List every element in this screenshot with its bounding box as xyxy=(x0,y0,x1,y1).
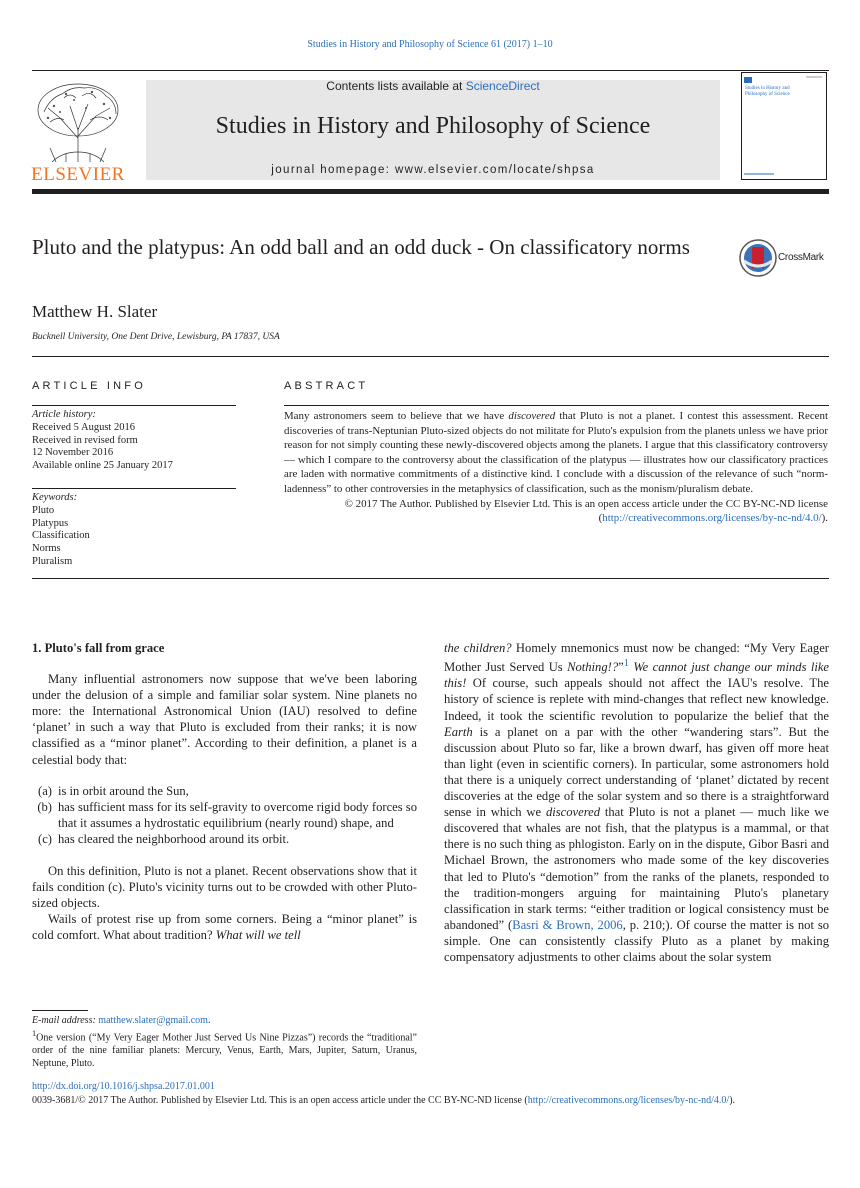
running-head[interactable]: Studies in History and Philosophy of Science 61 (2017) 1–10 xyxy=(307,39,553,50)
footer-license-link[interactable]: http://creativecommons.org/licenses/by-nc-nd/4.0/ xyxy=(527,1095,730,1106)
author-email-link[interactable]: matthew.slater@gmail.com xyxy=(98,1015,208,1026)
history-item: Received 5 August 2016 xyxy=(32,421,135,433)
footnote-1: $^1$One version (“My Very Eager Mother Just Served Us Nine Pizzas”) records the “traditional” order of the nine familiar planets: Mercury, Venus, Earth, Mars, Jupiter, Saturn, Uranus, Neptune, Pluto. xyxy=(32,1029,417,1070)
title-bottom-rule xyxy=(32,356,829,357)
right-column xyxy=(444,640,829,965)
history-item: 12 November 2016 xyxy=(32,447,114,459)
keyword: Classification xyxy=(32,530,90,542)
definition-list xyxy=(32,783,417,847)
abstract-copyright: © 2017 The Author. Published by Elsevier Ltd. This is an open access article under the CC BY-NC-ND license (http://creativecommons.org/licenses/by-nc-nd/4.0/). xyxy=(344,497,828,525)
history-item: Received in revised form xyxy=(32,434,138,446)
keyword: Pluralism xyxy=(32,555,73,567)
journal-homepage[interactable]: journal homepage: www.elsevier.com/locate/shpsa xyxy=(271,164,595,176)
journal-title: Studies in History and Philosophy of Science xyxy=(215,113,651,139)
doi-link[interactable]: http://dx.doi.org/10.1016/j.shpsa.2017.01.001 xyxy=(32,1081,215,1092)
footnote-rule xyxy=(32,1010,88,1011)
footnotes xyxy=(32,1014,417,1070)
contents-line: Contents lists available at ScienceDirect xyxy=(326,79,540,93)
cover-journal-title: Studies in History and Philosophy of Science xyxy=(745,86,790,97)
paragraph: On this definition, Pluto is not a planet. Recent observations show that it fails condition (c). Pluto's vicinity turns out to be crowded with other Pluto-sized objects. xyxy=(32,864,417,911)
abstract-license-link[interactable]: http://creativecommons.org/licenses/by-nc-nd/4.0/ xyxy=(602,512,822,525)
left-column xyxy=(32,640,417,944)
header-top-rule xyxy=(32,70,829,71)
list-item: (a) is in orbit around the Sun, xyxy=(38,783,189,798)
history-item: Available online 25 January 2017 xyxy=(32,460,173,472)
article-history xyxy=(32,409,236,473)
header-thick-rule xyxy=(32,189,829,194)
abstract-heading: ABSTRACT xyxy=(284,380,369,392)
abstract-rule xyxy=(284,405,829,406)
article-info-rule xyxy=(32,405,236,406)
author-affiliation: Bucknell University, One Dent Drive, Lewisburg, PA 17837, USA xyxy=(32,332,280,342)
list-item: (b) has sufficient mass for its self-gravity to overcome rigid body forces so that it assumes a hydrostatic equilibrium (nearly round) shape, and xyxy=(37,799,417,830)
abstract-bottom-rule xyxy=(32,578,829,579)
section-heading: 1. Pluto's fall from grace xyxy=(32,641,165,655)
citation-link[interactable]: Basri & Brown, 2006 xyxy=(512,917,623,932)
crossmark-label[interactable]: CrossMark xyxy=(778,252,824,263)
footer-license: 0039-3681/© 2017 The Author. Published by Elsevier Ltd. This is an open access article under the CC BY-NC-ND license (http://creativecommons.org/licenses/by-nc-nd/4.0/). xyxy=(32,1095,736,1106)
history-label: Article history: xyxy=(32,409,96,420)
email-footnote: E-mail address: matthew.slater@gmail.com. xyxy=(32,1015,211,1026)
paragraph: the children? Homely mnemonics must now be changed: “My Very Eager Mother Just Served Us Nothing!?”$^1$ We cannot just change our minds like this! Of course, such appeals should not affect the IAU's resolve. The history of science is replete with mind-changes that reflect new knowledge. Indeed, it took the scientific revolution to popularize the belief that the Earth is a planet on a par with the other “wandering stars”. But the discussion about Pluto so far, like a brown dwarf, has given off more heat than light (even in scientific corners). In particular, some astronomers hold that there is a uniquely correct understanding of ‘planet’ dictated by recent discoveries at the edge of the solar system and so there is a straightforward sense in which we discovered that Pluto is not a planet — much like we discovered that whales are not fish, that the platypus is a mammal, or that there is no such thing as phlogiston. Early on in the dispute, Gibor Basri and Michael Brown, the astronomers who made some of the key discoveries that led to Pluto's “demotion” from the ranks of the planets, responded to the tradition-mongers arguing for maintaining Pluto's planetary classification in stark terms: “either tradition or logical consistency must be abandoned” (Basri & Brown, 2006, p. 210;). Of course the matter is not so simple. One can consistently classify Pluto as a planet by making compensatory adjustments to other claims about the solar system xyxy=(444,641,830,964)
author-name: Matthew H. Slater xyxy=(32,302,158,321)
cover-masthead xyxy=(744,75,824,85)
paragraph: Many influential astronomers now suppose that we've been laboring under the delusion of a simple and familiar solar system. Nine planets no more: the International Astronomical Union (IAU) resolved to define ‘planet’ in such a way that Pluto is excluded from their ranks; it is now classified as a “minor planet”. According to their definition, a planet is a celestial body that: xyxy=(32,672,417,767)
list-item: (c) has cleared the neighborhood around its orbit. xyxy=(38,831,290,846)
keyword: Norms xyxy=(32,543,61,555)
sciencedirect-link[interactable]: ScienceDirect xyxy=(465,79,540,93)
article-title: Pluto and the platypus: An odd ball and an odd duck - On classificatory norms xyxy=(32,235,690,259)
article-info-heading: ARTICLE INFO xyxy=(32,380,146,392)
keyword: Pluto xyxy=(32,504,55,516)
elsevier-wordmark: ELSEVIER xyxy=(31,164,125,185)
keyword: Platypus xyxy=(32,517,69,529)
paragraph: Wails of protest rise up from some corners. Being a “minor planet” is cold comfort. What about tradition? What will we tell xyxy=(32,912,417,943)
keywords-block xyxy=(32,492,236,569)
footnote-ref[interactable]: 1 xyxy=(623,658,629,670)
cover-footer-bar xyxy=(744,170,824,178)
keywords-rule xyxy=(32,488,236,489)
keywords-label: Keywords: xyxy=(32,492,78,503)
abstract-body: Many astronomers seem to believe that we have discovered that Pluto is not a planet. I contest this assessment. Recent discoveries of trans-Neptunian Pluto-sized objects do not militate for Pluto's expulsion from the planets unless we have prior reason for not simply counting these newly-discovered objects among the planets. I argue that this classificatory controversy — which I compare to the controversy about the classification of the platypus — illustrates how our classificatory practices are laden with normative commitments of a distinctive kind. I conclude with a discussion of the relevance of such “norm-ladenness” to other controversies in the metaphysics of classification, such as the monism/pluralism debate. © 2017 The Author. Published by Elsevier Ltd. This is an open access article under the CC BY-NC-ND license (http://creativecommons.org/licenses/by-nc-nd/4.0/). xyxy=(284,410,828,525)
crossmark-icon[interactable] xyxy=(739,239,777,277)
